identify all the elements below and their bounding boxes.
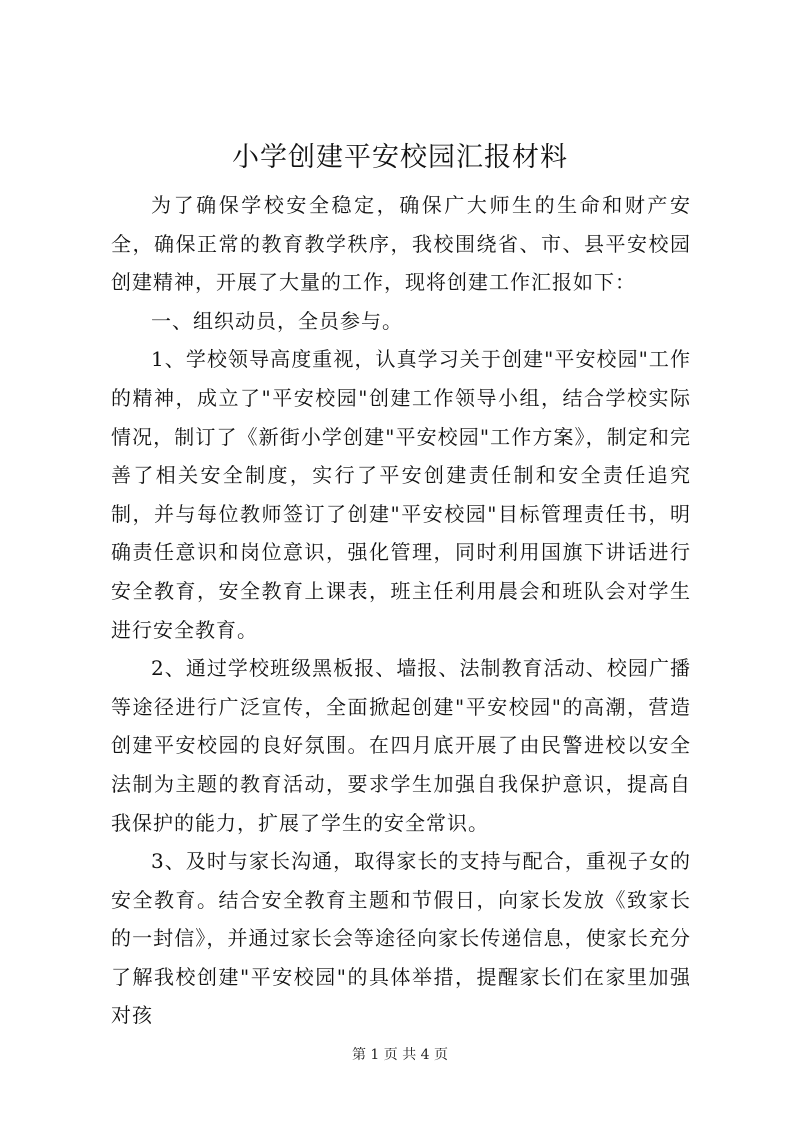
document-title: 小学创建平安校园汇报材料 [232, 142, 568, 173]
paragraph-item-2: 2、通过学校班级黑板报、墙报、法制教育活动、校园广播等途径进行广泛宣传，全面掀起创建"平安校园"的高潮，营造创建平安校园的良好氛围。在四月底开展了由民警进校以安全法制为主题的教育活动，要求学生加强自我保护意识，提高自我保护的能力，扩展了学生的安全常识。 [111, 656, 691, 835]
paragraph-item-1: 1、学校领导高度重视，认真学习关于创建"平安校园"工作的精神，成立了"平安校园"创建工作领导小组，结合学校实际情况，制订了《新街小学创建"平安校园"工作方案》，制定和完善了相关安全制度，实行了平安创建责任制和安全责任追究制，并与每位教师签订了创建"平安校园"目标管理责任书，明确责任意识和岗位意识，强化管理，同时利用国旗下讲话进行安全教育，安全教育上课表，班主任利用晨会和班队会对学生进行安全教育。 [111, 347, 691, 642]
page-number-footer: 第 1 页 共 4 页 [351, 1047, 449, 1063]
paragraph-item-3: 3、及时与家长沟通，取得家长的支持与配合，重视子女的安全教育。结合安全教育主题和节假日，向家长发放《致家长的一封信》，并通过家长会等途径向家长传递信息，使家长充分了解我校创建"平安校园"的具体举措，提醒家长们在家里加强对孩 [111, 849, 691, 1028]
section-heading-1: 一、组织动员，全员参与。 [151, 308, 403, 333]
paragraph-intro: 为了确保学校安全稳定，确保广大师生的生命和财产安全，确保正常的教育教学秩序，我校围绕省、市、县平安校园创建精神，开展了大量的工作，现将创建工作汇报如下： [111, 193, 691, 295]
document-body [111, 186, 691, 1035]
